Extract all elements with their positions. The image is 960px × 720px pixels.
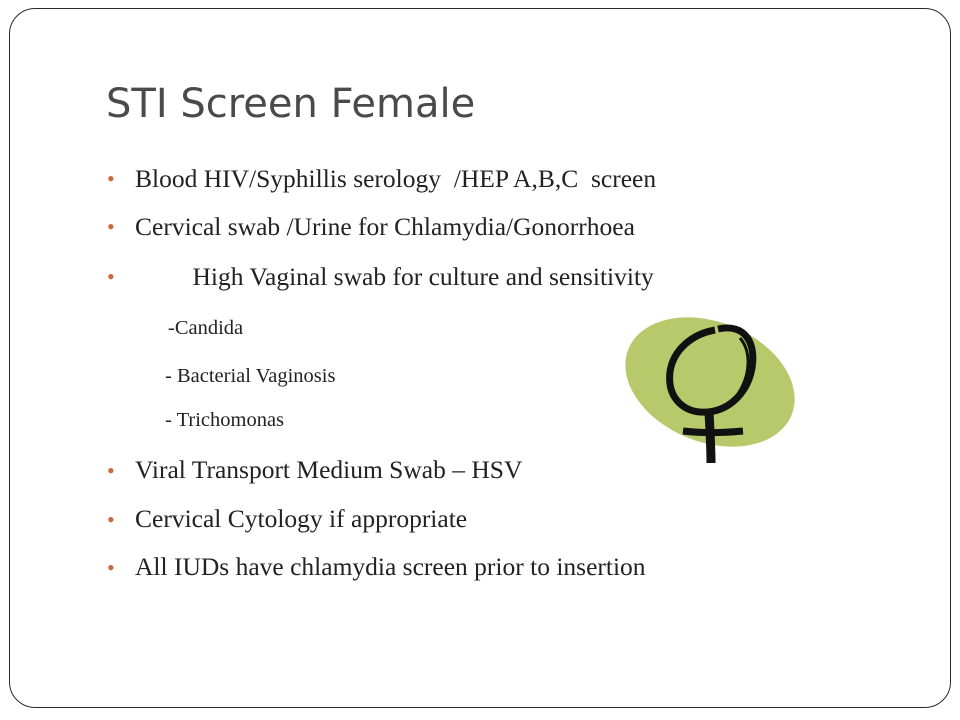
bullet-dot-icon: • [107, 458, 115, 483]
bullet-dot-icon: • [107, 166, 115, 191]
list-item-text: Cervical Cytology if appropriate [135, 504, 468, 533]
list-item-text: - Bacterial Vaginosis [165, 365, 336, 387]
list-item-text: Blood HIV/Syphillis serology /HEP A,B,C screen [135, 164, 657, 193]
list-item-text: - Trichomonas [165, 409, 285, 431]
bullet-dot-icon: • [107, 555, 115, 580]
list-item-text: High Vaginal swab for culture and sensitivity [167, 262, 654, 291]
bullet-dot-icon: • [107, 507, 115, 532]
bullet-dot-icon: • [107, 214, 115, 239]
symbol-crossbar [683, 431, 743, 433]
slide-title: STI Screen Female [106, 81, 476, 127]
symbol-stem [709, 412, 711, 463]
list-item-text: -Candida [168, 317, 244, 339]
list-item-text: Cervical swab /Urine for Chlamydia/Gonorrhoea [135, 212, 635, 241]
bullet-dot-icon: • [107, 264, 115, 289]
list-item-text: Viral Transport Medium Swab – HSV [135, 455, 523, 484]
list-item-text: All IUDs have chlamydia screen prior to insertion [135, 552, 646, 581]
female-symbol-icon [610, 300, 810, 480]
